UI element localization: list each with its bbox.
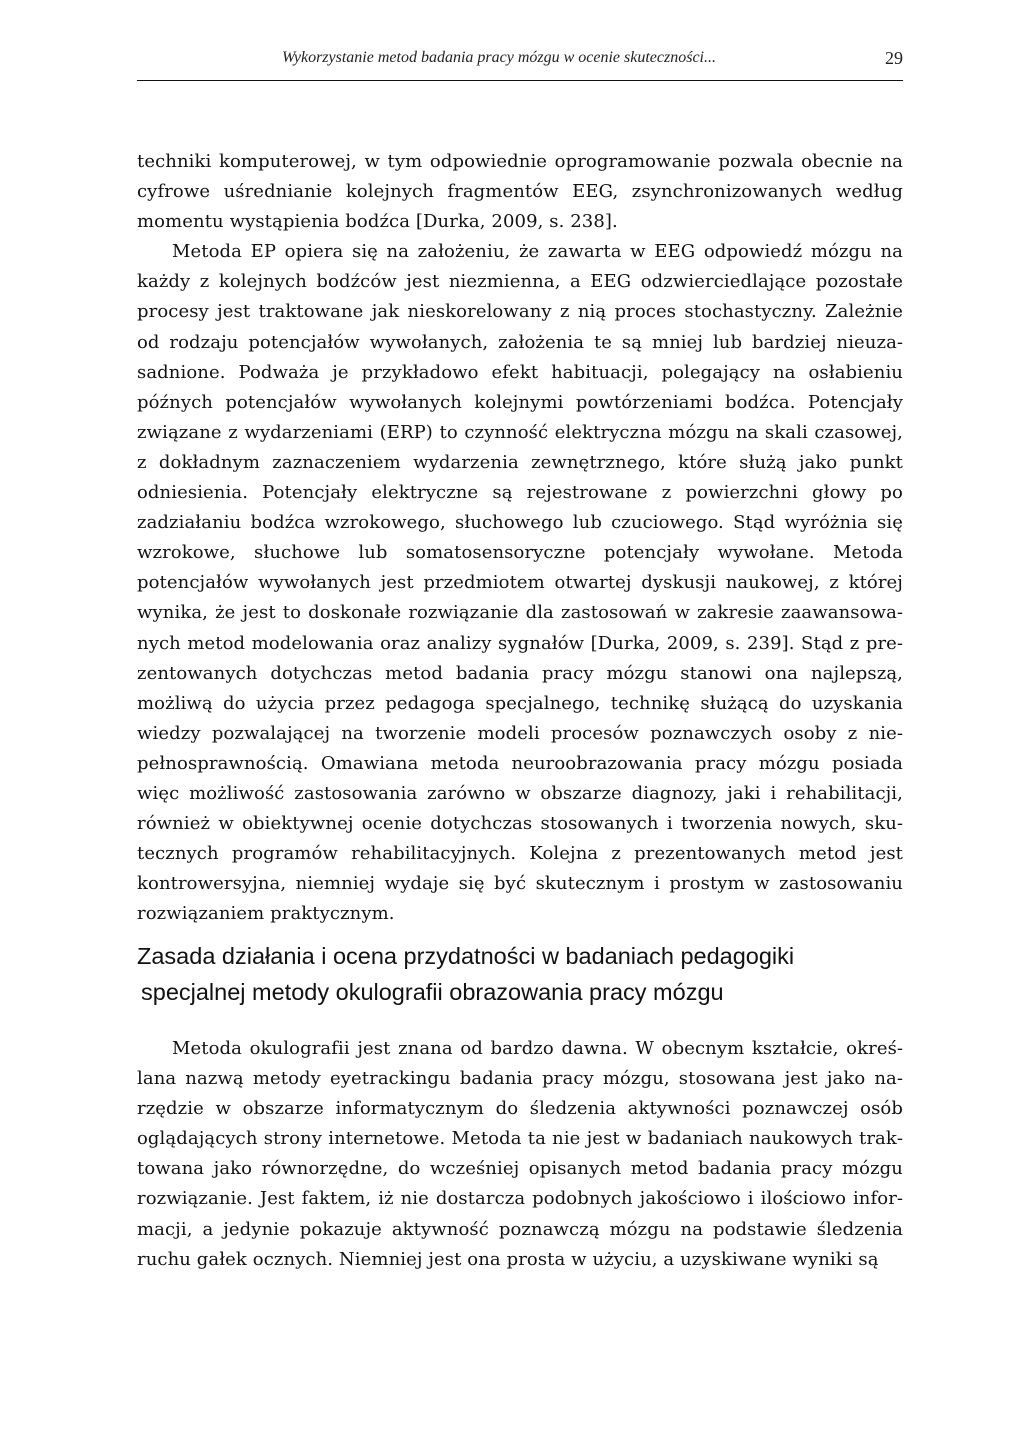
body-text-section-2 bbox=[137, 1034, 903, 1275]
section-heading-line-1: Zasada działania i ocena przydatności w badaniach pedagogiki bbox=[137, 943, 795, 969]
section-heading bbox=[137, 938, 903, 1010]
paragraph-oculography: Metoda okulografii jest znana od bardzo dawna. W obecnym kształcie, określana nazwą metody eyetrackingu badania pracy mózgu, stosowana jest jako narzędzie w obszarze informatycznym do śledzenia aktywności poznawczej osób oglądających strony internetowe. Metoda ta nie jest w badaniach naukowych traktowana jako równorzędne, do wcześniej opisanych metod badania pracy mózgu rozwiązanie. Jest faktem, iż nie dostarcza podobnych jakościowo i ilościowo informacji, a jedynie pokazuje aktywność poznawczą mózgu na podstawie śledzenia ruchu gałek ocznych. Niemniej jest ona prosta w użyciu, a uzyskiwane wyniki są bbox=[137, 1038, 903, 1270]
section-heading-line-2: specjalnej metody okulografii obrazowania pracy mózgu bbox=[141, 979, 724, 1005]
page-number: 29 bbox=[885, 48, 903, 68]
running-title: Wykorzystanie metod badania pracy mózgu w ocenie skuteczności... bbox=[282, 49, 716, 66]
body-text-section-1 bbox=[137, 147, 903, 929]
paragraph-ep-method: Metoda EP opiera się na założeniu, że zawarta w EEG odpowiedź mózgu na każdy z kolejnych bodźców jest niezmienna, a EEG odzwierciedlające pozostałe procesy jest traktowane jak nieskorelowany z nią proces stochastyczny. Zależnie od rodzaju potencjałów wywołanych, założenia te są mniej lub bardziej nieuzasadnione. Podważa je przykładowo efekt habituacji, polegający na osłabieniu późnych potencjałów wywołanych kolejnymi powtórzeniami bodźca. Potencjały związane z wydarzeniami (ERP) to czynność elektryczna mózgu na skali czasowej, z dokładnym zaznaczeniem wydarzenia zewnętrznego, które służą jako punkt odniesienia. Potencjały elektryczne są rejestrowane z powierzchni głowy po zadziałaniu bodźca wzrokowego, słuchowego lub czuciowego. Stąd wyróżnia się wzrokowe, słuchowe lub somatosensoryczne potencjały wywołane. Metoda potencjałów wywołanych jest przedmiotem otwartej dyskusji naukowej, z której wynika, że jest to doskonałe rozwiązanie dla zastosowań w zakresie zaawansowanych metod modelowania oraz analizy sygnałów [Durka, 2009, s. 239]. Stąd z prezentowanych dotychczas metod badania pracy mózgu stanowi ona najlepszą, możliwą do użycia przez pedagoga specjalnego, technikę służącą do uzyskania wiedzy pozwalającej na tworzenie modeli procesów poznawczych osoby z niepełnosprawnością. Omawiana metoda neuroobrazowania pracy mózgu posiada więc możliwość zastosowania zarówno w obszarze diagnozy, jaki i rehabilitacji, również w obiektywnej ocenie dotychczas stosowanych i tworzenia nowych, skutecznych programów rehabilitacyjnych. Kolejna z prezentowanych metod jest kontrowersyjna, niemniej wydaje się być skutecznym i prostym w zastosowaniu rozwiązaniem praktycznym. bbox=[137, 241, 903, 925]
running-header bbox=[137, 46, 903, 81]
paragraph-continuation: techniki komputerowej, w tym odpowiednie oprogramowanie pozwala obecnie na cyfrowe uśrednianie kolejnych fragmentów EEG, zsynchronizowanych według momentu wystąpienia bodźca [Durka, 2009, s. 238]. bbox=[137, 151, 903, 233]
